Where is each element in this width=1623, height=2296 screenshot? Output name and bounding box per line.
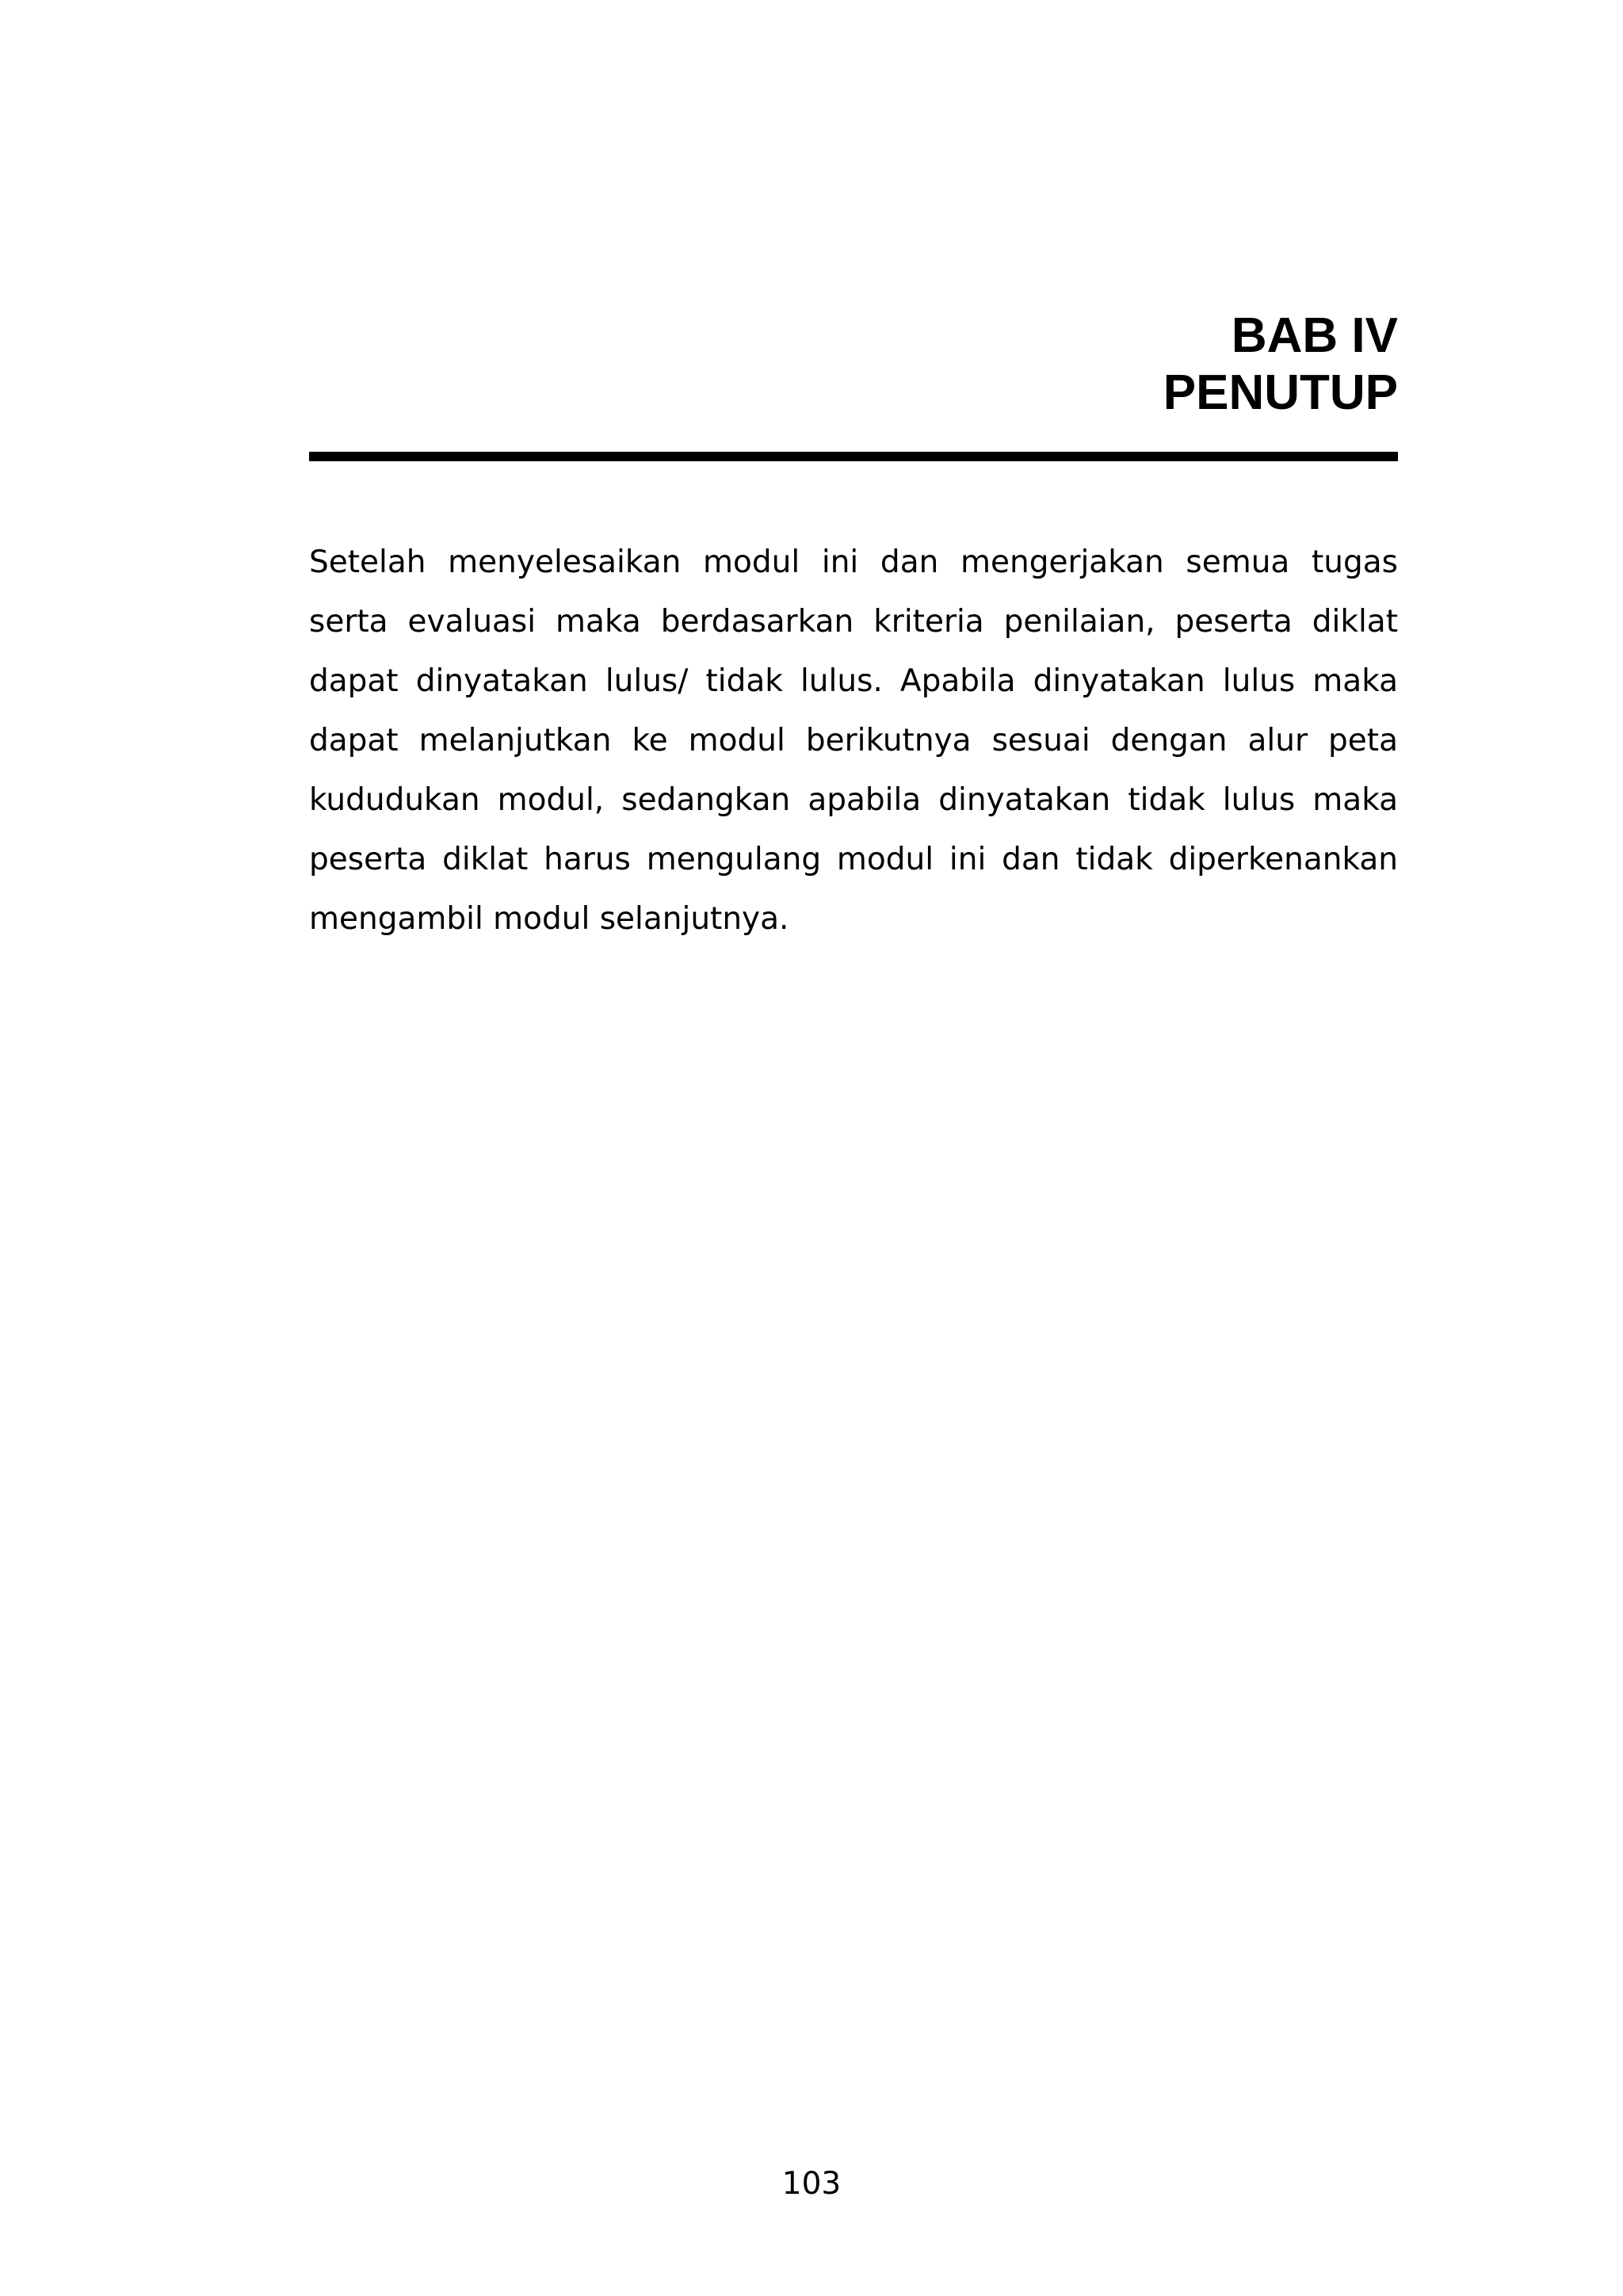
closing-paragraph: Setelah menyelesaikan modul ini dan mengerjakan semua tugas serta evaluasi maka berdasarkan kriteria penilaian, peserta diklat dapat dinyatakan lulus/ tidak lulus. Apabila dinyatakan lulus maka dapat melanjutkan ke modul berikutnya sesuai dengan alur peta kududukan modul, sedangkan apabila dinyatakan tidak lulus maka peserta diklat harus mengulang modul ini dan tidak diperkenankan mengambil modul selanjutnya. [309,544,1398,937]
chapter-title: PENUTUP [1163,365,1398,420]
chapter-number: BAB IV [1231,308,1398,363]
page-number: 103 [781,2166,842,2202]
heading-divider [309,452,1398,461]
chapter-heading [309,308,1398,422]
